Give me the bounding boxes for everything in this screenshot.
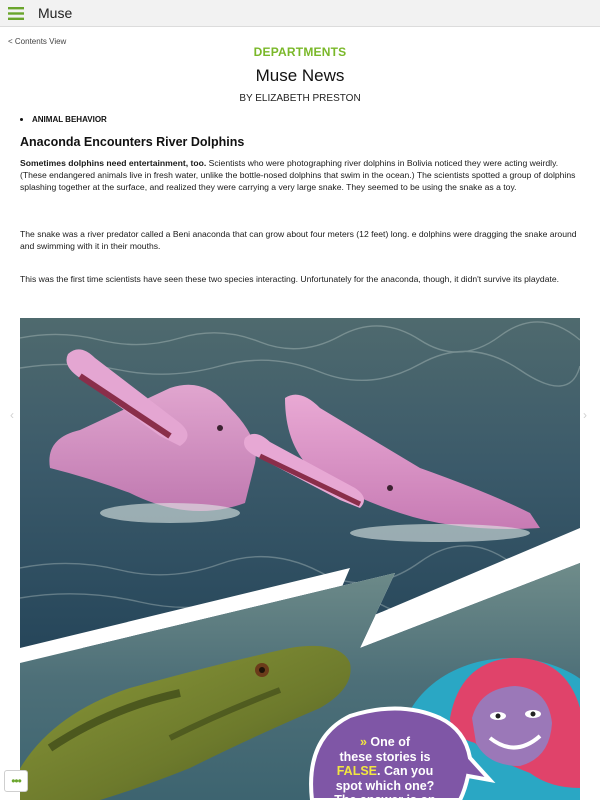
callout-line-1: One of	[366, 735, 410, 749]
app-title: Muse	[38, 5, 73, 21]
next-page-icon[interactable]: ›	[583, 408, 587, 422]
category-list-item	[20, 115, 107, 124]
paragraph-1-body: Scientists who were photographing river dolphins in Bolivia noticed they were acting weirdly. (These endangered animals live in fresh water, unlike the bottle-nosed dolphins that swim in the ocean.) The scientists spotted a group of dolphins splashing together at the surface, and realized they were carrying a very large snake. They seemed to be using the snake as a toy.	[20, 158, 576, 193]
more-dots-icon: •••	[11, 774, 21, 788]
category-label: ANIMAL BEHAVIOR	[32, 115, 107, 124]
previous-page-icon[interactable]: ‹	[10, 408, 14, 422]
paragraph-2: The snake was a river predator called a Beni anaconda that can grow about four meters (12 feet) long. e dolphins were dragging the snake around and swimming with it in their mouths.	[20, 229, 577, 252]
callout-line-5: The answer is on	[334, 793, 436, 807]
byline: BY ELIZABETH PRESTON	[239, 93, 361, 104]
department-label: DEPARTMENTS	[253, 45, 347, 59]
double-chevron-icon: »	[359, 735, 367, 749]
callout-line-3: . Can you	[377, 764, 434, 778]
more-options-button[interactable]	[4, 770, 28, 792]
paragraph-3: This was the first time scientists have seen these two species interacting. Unfortunately for the anaconda, though, it didn't survive its playdate.	[20, 274, 560, 284]
callout-line-2: these stories is	[339, 749, 431, 764]
article-headline: Anaconda Encounters River Dolphins	[20, 135, 245, 149]
app-bar	[0, 0, 600, 27]
callout-line-4: spot which one?	[335, 778, 435, 793]
page-title: Muse News	[255, 66, 345, 85]
hamburger-menu-icon[interactable]	[8, 7, 24, 20]
paragraph-1	[20, 157, 580, 194]
bullet-icon	[20, 118, 23, 121]
article-illustration	[20, 318, 580, 800]
callout-false-word: FALSE	[336, 764, 378, 778]
quiz-callout	[330, 735, 440, 808]
dolphin-anaconda-illustration	[20, 318, 580, 800]
paragraph-1-lead: Sometimes dolphins need entertainment, too.	[20, 158, 207, 168]
contents-view-link[interactable]: < Contents View	[8, 37, 67, 46]
